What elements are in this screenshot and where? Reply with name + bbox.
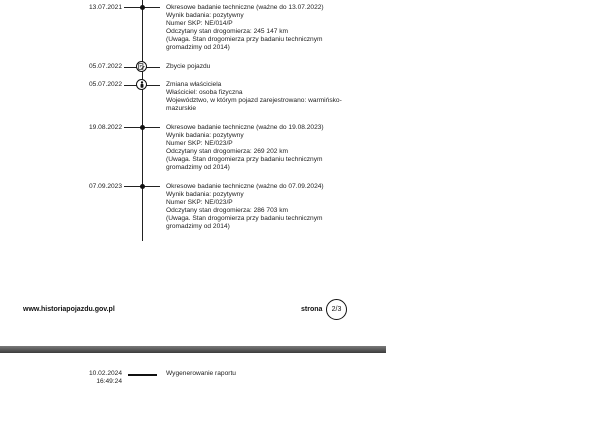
report-connector <box>128 374 157 376</box>
event-date: 05.07.2022 <box>88 63 122 70</box>
event-line: Numer SKP: NE/014/P <box>166 20 233 28</box>
event-line: Właściciel: osoba fizyczna <box>166 89 243 97</box>
page-number-badge <box>326 299 347 320</box>
footer-url[interactable]: www.historiapojazdu.gov.pl <box>23 306 115 313</box>
event-date: 19.08.2022 <box>88 124 122 131</box>
event-line: Odczytany stan drogomierza: 286 703 km <box>166 207 289 215</box>
event-line: Numer SKP: NE/023/P <box>166 199 233 207</box>
timeline-dot <box>140 184 145 189</box>
timeline-dot <box>140 5 145 10</box>
event-details <box>166 81 366 113</box>
event-line: Wynik badania: pozytywny <box>166 12 244 20</box>
event-date: 13.07.2021 <box>88 4 122 11</box>
event-title: Okresowe badanie techniczne (ważne do 07.09.2024) <box>166 183 324 190</box>
report-label: Wygenerowanie raportu <box>166 370 236 377</box>
event-line: Odczytany stan drogomierza: 269 202 km <box>166 148 289 156</box>
document-pen-icon <box>136 61 147 72</box>
timeline-line <box>142 0 143 241</box>
report-time: 16:49:24 <box>96 378 122 385</box>
event-title: Okresowe badanie techniczne (ważne do 13.07.2022) <box>166 4 324 11</box>
event-line: Województwo, w którym pojazd zarejestrowano: warmińsko-mazurskie <box>166 97 342 113</box>
event-date: 05.07.2022 <box>88 81 122 88</box>
report-date: 10.02.2024 <box>88 370 122 377</box>
page-number: 2/3 <box>331 306 342 313</box>
event-note: (Uwaga. Stan drogomierza przy badaniu technicznym gromadzimy od 2014) <box>166 36 323 52</box>
timeline-dot <box>140 125 145 130</box>
event-title: Okresowe badanie techniczne (ważne do 19.08.2023) <box>166 124 324 131</box>
event-details <box>166 183 366 232</box>
event-line: Wynik badania: pozytywny <box>166 132 244 140</box>
event-line: Odczytany stan drogomierza: 245 147 km <box>166 28 289 36</box>
report-datetime <box>60 370 122 386</box>
event-note: (Uwaga. Stan drogomierza przy badaniu technicznym gromadzimy od 2014) <box>166 156 323 172</box>
event-note: (Uwaga. Stan drogomierza przy badaniu technicznym gromadzimy od 2014) <box>166 215 323 231</box>
event-line: Wynik badania: pozytywny <box>166 191 244 199</box>
event-details <box>166 63 366 71</box>
event-title: Zbycie pojazdu <box>166 63 211 70</box>
event-title: Zmiana właściciela <box>166 81 222 88</box>
event-line: Numer SKP: NE/023/P <box>166 140 233 148</box>
event-details <box>166 4 366 53</box>
event-details <box>166 124 366 173</box>
page-divider <box>0 346 386 353</box>
person-icon <box>136 79 147 90</box>
event-date: 07.09.2023 <box>88 183 122 190</box>
page-label: strona <box>301 306 323 313</box>
